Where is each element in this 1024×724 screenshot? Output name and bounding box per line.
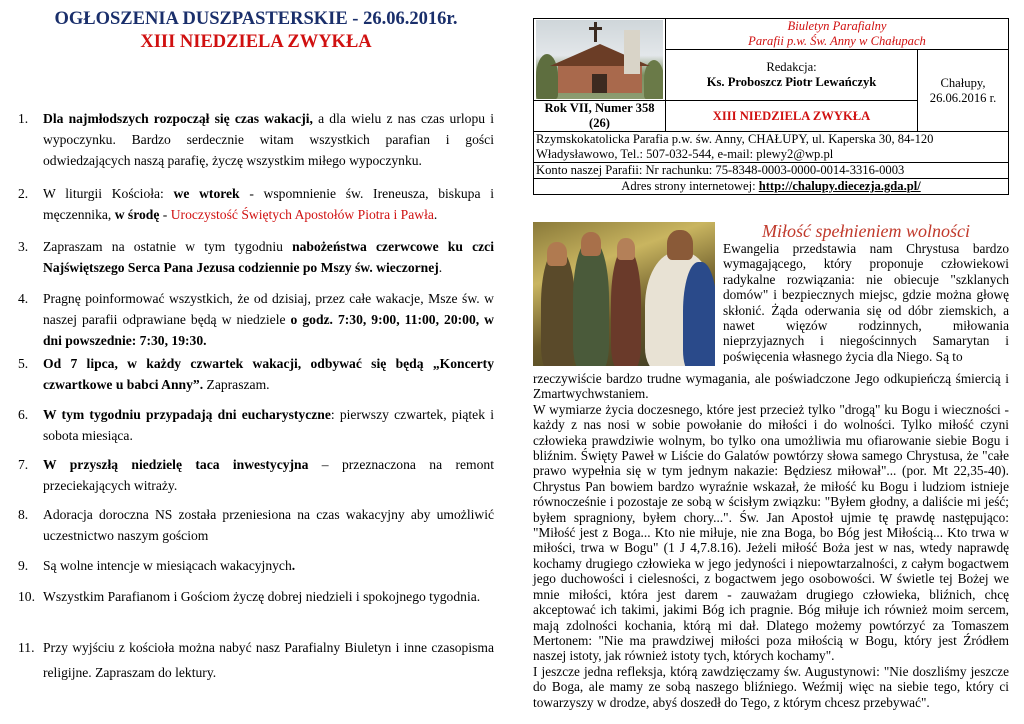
item-number: 9. [18,558,29,573]
item-number: 8. [18,507,29,522]
bulletin-title [666,19,1009,50]
article-paragraph: rzeczywiście bardzo trudne wymagania, ale poświadczone Jego odkupieńczą śmiercią i Zmartwychwstaniem. [533,371,1009,402]
parish-address: Rzymskokatolicka Parafia p.w. św. Anny, CHAŁUPY, ul. Kaperska 30, 84-120 Władysławowo, Tel.: 507-032-544, e-mail: plewy2@wp.pl [534,132,1009,163]
item-text: - wspomnienie św. Ireneusza, biskupa i męczennika, [43,186,494,222]
item-text: – przeznaczona na remont przeciekających witraży. [43,457,494,493]
item-text: Przy wyjściu z kościoła można nabyć nasz Parafialny Biuletyn i inne czasopisma religijne. Zapraszam do lektury. [43,640,494,680]
bank-account: Konto naszej Parafii: Nr rachunku: 75-8348-0003-0000-0014-3316-0003 [534,163,1009,179]
website-link[interactable]: http://chalupy.diecezja.gda.pl/ [758,179,921,193]
item-number: 4. [18,291,29,306]
parish-name: Parafii p.w. Św. Anny w Chałupach [748,34,926,48]
article-intro: Ewangelia przedstawia nam Chrystusa bardzo wymagającego, który proponuje człowiekowi radykalne rozwiązania: nie obiecuje "szklanych domów" i bezpiecznych miejsc, gdzie można głowę skłonić. Żąda oderwania się od dóbr ziemskich, a nawet więzów rodzinnych, miłowania nieprzyjaznych i niegościnnych Samarytan i poświęcenia własnego życia dla Niego. Są to [723,241,1009,364]
item-number: 2. [18,186,29,201]
announcements-title: OGŁOSZENIA DUSZPASTERSKIE - 26.06.2016r. [54,9,458,29]
item-bold: . [291,558,296,573]
list-item [18,108,494,171]
list-item [18,183,494,225]
place-name: Chałupy, [940,75,986,90]
list-item [18,584,494,609]
item-text: Wszystkim Parafianom i Gościom życzę dobrej niedzieli i spokojnego tygodnia. [43,589,481,604]
list-item [18,555,494,576]
sunday-subtitle: XIII NIEDZIELA ZWYKŁA [140,32,372,52]
item-text: : pierwszy czwartek, piątek i sobota miesiąca. [43,407,495,443]
article-title: Miłość spełnieniem wolności [762,221,970,241]
item-bold: W tym tygodniu przypadają dni eucharystyczne [43,407,331,422]
list-item [18,353,494,395]
item-bold: nabożeństwa czerwcowe ku czci Najświętszego Serca Pana Jezusa codziennie po Mszy św. wieczornej [43,239,494,275]
bulletin-header [533,18,1009,195]
issue-sunday: XIII NIEDZIELA ZWYKŁA [666,101,918,132]
website-label: Adres strony internetowej: [621,179,759,193]
list-item [18,635,494,685]
item-text: . [433,207,438,222]
item-bold: w środę [114,207,160,222]
list-item [18,504,494,546]
item-feast: Uroczystość Świętych Apostołów Piotra i Pawła [170,207,434,222]
bulletin-name: Biuletyn Parafialny [787,19,887,33]
list-item [18,288,494,351]
item-text: Zapraszam na ostatnie w tym tygodniu [43,239,293,254]
item-number: 7. [18,457,29,472]
item-bold: W przyszłą niedzielę taca inwestycyjna [43,457,309,472]
editorial-label: Redakcja: [766,60,817,74]
editor-name: Ks. Proboszcz Piotr Lewańczyk [706,75,877,89]
item-number: 11. [18,640,35,655]
item-text: - [159,207,171,222]
list-item [18,404,494,446]
item-bold: Dla najmłodszych rozpoczął się czas wakacji, [43,111,313,126]
item-text: Pragnę poinformować wszystkich, że od dzisiaj, przez całe wakacje, Msze św. w naszej parafii odprawiane będą w niedziele [43,291,494,327]
issue-date: 26.06.2016 r. [929,90,997,105]
website-row [534,179,1009,195]
item-text: Adoracja doroczna NS została przeniesiona na czas wakacyjny aby umożliwić uczestnictwo naszym gościom [43,507,494,543]
jesus-disciples-image [533,222,715,366]
item-text: Są wolne intencje w miesiącach wakacyjnych [43,558,292,573]
list-item [18,236,494,278]
article-body [533,371,1009,710]
item-number: 6. [18,407,29,422]
item-text: a dla wielu z nas czas urlopu i wypoczynku. Bardzo serdecznie witam wszystkich parafian i gości odwiedzających naszą parafię, życzę wszystkim miłego wypoczynku. [43,111,494,168]
article-paragraph: I jeszcze jedna refleksja, którą zawdzięczamy św. Augustynowi: "Nie doszliśmy jeszcze do Boga, ale mamy ze sobą naszego bliźniego. Weźmij więc na siebie tego, który ci towarzyszy w drodze, abyś doszedł do Tego, z którym chcesz przebywać". [533,663,1009,710]
item-text: . [438,260,443,275]
date-cell [918,50,1009,132]
item-number: 3. [18,239,29,254]
article-paragraph: W wymiarze życia doczesnego, które jest przecież tylko "drogą" ku Bogu i wieczności - każdy z nas nosi w sobie powołanie do miłości i do wolności. Tylko miłość czyni człowieka prawdziwie wolnym, bo tylko ona umożliwia mu ofiarowanie siebie Bogu i bliźnim. Święty Paweł w Liście do Galatów powtórzy słowa samego Chrystusa, że "całe prawo wypełnia się w tym jednym nakazie: Będziesz miłował"... (por. Mt 22,35-40). Chrystus Pan bowiem bardzo wyraźnie wskazał, że miłość ku Bogu i ludziom istnieje równocześnie i pozostaje ze sobą w ścisłym związku: "Byłem głodny, a daliście mi jeść; byłem spragniony, byłem chory...". Św. Jan Apostoł ujmie tę prawdę następująco: "Miłość jest z Boga... Kto nie miłuje, nie zna Boga, bo Bóg jest Miłością... Kto trwa w miłości, trwa w Bogu" (1 J 4,7.8.16). Jeżeli miłość Boża jest w nas, wtedy naprawdę kochamy drugiego człowieka w jego jedyności i niepowtarzalności, z całym bogactwem jego duchowości i cielesności, z bogactwem jego osobowości. W świetle tej Bożej we mnie miłości, która jest darem - zauważam drugiego człowieka, bliźnich, chcę akceptować ich takimi, jakimi Bóg ich pragnie. Bóg miłuje ich również moim sercem, mają zdolności kochania, którą mi dał. Dlatego możemy powtórzyć za Tomaszem Mertonem: "Nie ma prawdziwej miłości poza miłością w Bogu, który jest Źródłem naszej istoty, jak również istoty tych, których kochamy". [533,401,1009,664]
item-text: W liturgii Kościoła: [43,186,174,201]
editorial-cell [666,50,918,101]
list-item [18,454,494,496]
item-number: 5. [18,356,29,371]
item-number: 10. [18,589,35,604]
church-image [536,20,663,99]
issue-number: Rok VII, Numer 358 (26) [534,101,666,132]
announcements-column [18,8,494,54]
item-number: 1. [18,111,29,126]
header-table [533,18,1009,195]
item-bold: Od 7 lipca, w każdy czwartek wakacji, odbywać się będą „Koncerty czwartkowe u babci Anny”. [43,356,494,392]
item-text: Zapraszam. [203,377,270,392]
item-bold: we wtorek [173,186,240,201]
item-bold: o godz. 7:30, 9:00, 11:00, 20:00, w dni powszednie: 7:30, 19:30. [43,312,494,348]
church-photo [534,19,666,101]
